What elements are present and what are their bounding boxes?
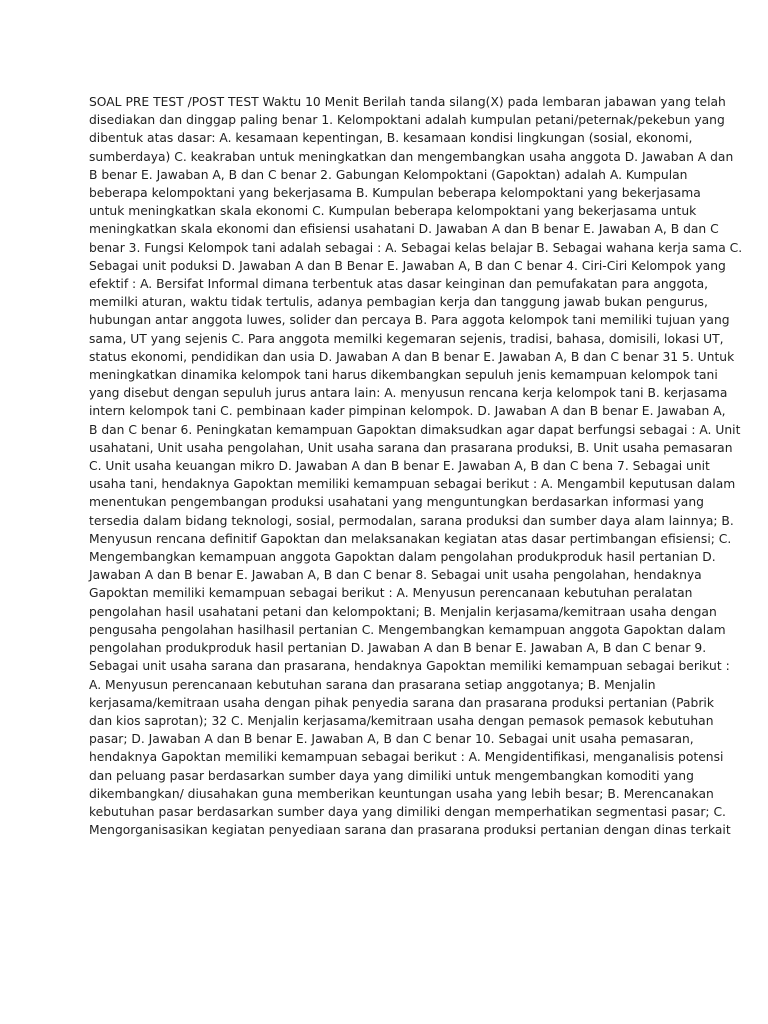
- document-text-line: disediakan dan dinggap paling benar 1. Kelompoktani adalah kumpulan petani/peternak/pekebun yang: [89, 113, 725, 128]
- document-text-line: kerjasama/kemitraan usaha dengan pihak penyedia sarana dan prasarana produksi pertanian (Pabrik: [89, 695, 714, 710]
- document-body: [89, 93, 743, 839]
- document-text-line: hendaknya Gapoktan memiliki kemampuan sebagai berikut : A. Mengidentifikasi, menganalisis potensi: [89, 750, 724, 765]
- document-text-line: Menyusun rencana definitif Gapoktan dan melaksanakan kegiatan atas dasar pertimbangan efisiensi; C.: [89, 531, 732, 546]
- document-text-line: yang disebut dengan sepuluh jurus antara lain: A. menyusun rencana kerja kelompok tani B. kerjasama: [89, 386, 728, 401]
- document-text-line: sumberdaya) C. keakraban untuk meningkatkan dan mengembangkan usaha anggota D. Jawaban A dan: [89, 149, 734, 164]
- document-text-line: usahatani, Unit usaha pengolahan, Unit usaha sarana dan prasarana produksi, B. Unit usaha pemasaran: [89, 440, 733, 455]
- document-text-line: C. Unit usaha keuangan mikro D. Jawaban A dan B benar E. Jawaban A, B dan C bena 7. Sebagai unit: [89, 459, 710, 474]
- document-text-line: pengolahan produkproduk hasil pertanian D. Jawaban A dan B benar E. Jawaban A, B dan C benar 9.: [89, 641, 707, 656]
- document-text-line: sama, UT yang sejenis C. Para anggota memilki kegemaran sejenis, tradisi, bahasa, domisili, lokasi UT,: [89, 331, 724, 346]
- document-text-line: untuk meningkatkan skala ekonomi C. Kumpulan beberapa kelompoktani yang bekerjasama untuk: [89, 204, 697, 219]
- document-text-line: tersedia dalam bidang teknologi, sosial, permodalan, sarana produksi dan sumber daya alam lainnya; B.: [89, 513, 734, 528]
- document-text-line: beberapa kelompoktani yang bekerjasama B. Kumpulan beberapa kelompoktani yang bekerjasama: [89, 186, 701, 201]
- document-text-line: usaha tani, hendaknya Gapoktan memiliki kemampuan sebagai berikut : A. Mengambil keputusan dalam: [89, 477, 736, 492]
- document-text-line: benar 3. Fungsi Kelompok tani adalah sebagai : A. Sebagai kelas belajar B. Sebagai wahana kerja sama C.: [89, 240, 743, 255]
- document-text-line: menentukan pengembangan produksi usahatani yang menguntungkan berdasarkan informasi yang: [89, 495, 704, 510]
- document-text-line: dan kios saprotan); 32 C. Menjalin kerjasama/kemitraan usaha dengan pemasok pemasok kebutuhan: [89, 713, 714, 728]
- document-text-line: pasar; D. Jawaban A dan B benar E. Jawaban A, B dan C benar 10. Sebagai unit usaha pemasaran,: [89, 732, 694, 747]
- document-text-line: B dan C benar 6. Peningkatan kemampuan Gapoktan dimaksudkan agar dapat berfungsi sebagai : A. Unit: [89, 422, 741, 437]
- document-text-line: status ekonomi, pendidikan dan usia D. Jawaban A dan B benar E. Jawaban A, B dan C benar 31 5. Untuk: [89, 349, 735, 364]
- document-text-line: intern kelompok tani C. pembinaan kader pimpinan kelompok. D. Jawaban A dan B benar E. Jawaban A,: [89, 404, 726, 419]
- document-text-line: dan peluang pasar berdasarkan sumber daya yang dimiliki untuk mengembangkan komoditi yang: [89, 768, 694, 783]
- document-text-line: Sebagai unit poduksi D. Jawaban A dan B Benar E. Jawaban A, B dan C benar 4. Ciri-Ciri Kelompok yang: [89, 258, 726, 273]
- document-text-line: B benar E. Jawaban A, B dan C benar 2. Gabungan Kelompoktani (Gapoktan) adalah A. Kumpulan: [89, 167, 688, 182]
- document-text-line: pengusaha pengolahan hasilhasil pertanian C. Mengembangkan kemampuan anggota Gapoktan dalam: [89, 622, 726, 637]
- document-text-line: efektif : A. Bersifat Informal dimana terbentuk atas dasar keinginan dan pemufakatan para anggota,: [89, 277, 709, 292]
- document-text-line: Mengorganisasikan kegiatan penyediaan sarana dan prasarana produksi pertanian dengan dinas terkait: [89, 823, 731, 838]
- document-text-line: kebutuhan pasar berdasarkan sumber daya yang dimiliki dengan memperhatikan segmentasi pasar; C.: [89, 804, 726, 819]
- document-text-line: dibentuk atas dasar: A. kesamaan kepentingan, B. kesamaan kondisi lingkungan (sosial, ekonomi,: [89, 131, 693, 146]
- document-text-line: A. Menyusun perencanaan kebutuhan sarana dan prasarana setiap anggotanya; B. Menjalin: [89, 677, 656, 692]
- document-text-line: pengolahan hasil usahatani petani dan kelompoktani; B. Menjalin kerjasama/kemitraan usaha dengan: [89, 604, 717, 619]
- document-text-line: Jawaban A dan B benar E. Jawaban A, B dan C benar 8. Sebagai unit usaha pengolahan, hendaknya: [89, 568, 702, 583]
- document-text-line: meningkatkan dinamika kelompok tani harus dikembangkan sepuluh jenis kemampuan kelompok tani: [89, 368, 718, 383]
- document-text-line: SOAL PRE TEST /POST TEST Waktu 10 Menit Berilah tanda silang(X) pada lembaran jabawan yang telah: [89, 95, 726, 109]
- document-text-line: meningkatkan skala ekonomi dan efisiensi usahatani D. Jawaban A dan B benar E. Jawaban A, B dan C: [89, 222, 719, 237]
- document-text-line: memilki aturan, waktu tidak tertulis, adanya pembagian kerja dan tanggung jawab bukan pengurus,: [89, 295, 708, 310]
- document-text-line: Sebagai unit usaha sarana dan prasarana, hendaknya Gapoktan memiliki kemampuan sebagai berikut :: [89, 659, 730, 674]
- document-text-line: Mengembangkan kemampuan anggota Gapoktan dalam pengolahan produkproduk hasil pertanian D.: [89, 550, 716, 565]
- document-text-line: Gapoktan memiliki kemampuan sebagai berikut : A. Menyusun perencanaan kebutuhan peralatan: [89, 586, 693, 601]
- document-text-line: dikembangkan/ diusahakan guna memberikan keuntungan usaha yang lebih besar; B. Merencanakan: [89, 786, 714, 801]
- document-text-line: hubungan antar anggota luwes, solider dan percaya B. Para aggota kelompok tani memiliki tujuan yang: [89, 313, 730, 328]
